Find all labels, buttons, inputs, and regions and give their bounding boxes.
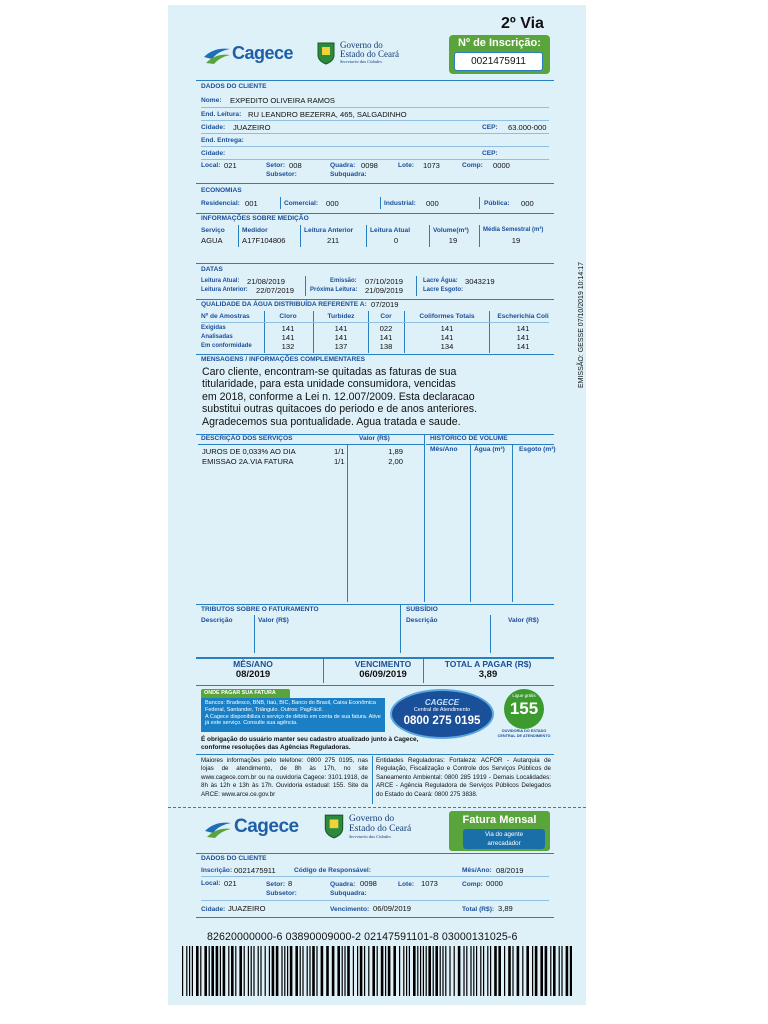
- cep2-label: CEP:: [482, 150, 498, 157]
- leitura-atual-value: 0: [393, 236, 399, 245]
- q-cell: 141: [379, 333, 393, 342]
- ouvidoria-caption: OUVIDORIA DO ESTADO CENTRAL DE ATENDIMENTO: [497, 729, 551, 738]
- media-value: 19: [511, 236, 521, 245]
- fatura-title: Fatura Mensal: [462, 814, 537, 826]
- cidade-value: JUAZEIRO: [233, 123, 271, 132]
- leitura-atual-label: Leitura Atual: [370, 227, 411, 234]
- total-mes-label: MÊS/ANO: [233, 659, 273, 669]
- stub-subquadra-label: Subquadra:: [330, 890, 367, 897]
- servicos-valor-label: Valor (R$): [359, 435, 390, 442]
- q-cell: 141: [440, 333, 454, 342]
- dt-emissao-value: 07/10/2019: [365, 277, 404, 286]
- stub-cidade-label: Cidade:: [201, 906, 226, 913]
- cidade2-label: Cidade:: [201, 150, 226, 157]
- hist-agua-label: Água (m³): [474, 446, 505, 453]
- publica-value: 000: [521, 199, 534, 208]
- emissao-side-text: EMISSÃO: GESSE 07/10/2019 10:14:17: [578, 261, 585, 389]
- service-desc: EMISSAO 2A.VIA FATURA: [202, 457, 294, 466]
- q-col-cor: Cor: [380, 313, 392, 320]
- quadra-label: Quadra:: [330, 162, 356, 169]
- q-cell: 137: [334, 342, 348, 351]
- q-cell: 141: [516, 333, 530, 342]
- government-logo-stub: [323, 813, 433, 841]
- mensagens-text: [202, 366, 477, 428]
- stub-inscricao-label: Inscrição:: [201, 867, 233, 874]
- central-atendimento-badge: [390, 689, 494, 739]
- stub-header: DADOS DO CLIENTE: [201, 855, 267, 862]
- message-line: Caro cliente, encontram-se quitadas as faturas de sua: [202, 366, 457, 378]
- residencial-value: 001: [245, 199, 258, 208]
- service-value: 1,89: [388, 447, 403, 456]
- message-line: titularidade, para esta unidade consumidora, vencidas: [202, 378, 456, 391]
- setor-value: 008: [289, 161, 302, 170]
- q-cell: 022: [379, 324, 393, 333]
- inscricao-label: Nº de Inscrição:: [458, 37, 541, 49]
- hist-mes-label: Mês/Ano: [430, 446, 458, 453]
- industrial-value: 000: [426, 199, 439, 208]
- industrial-label: Industrial:: [384, 200, 416, 207]
- media-label: Média Semestral (m³): [483, 227, 544, 233]
- gov-line3: Secretaria das Cidades: [349, 834, 391, 839]
- dt-proxima-value: 21/09/2019: [365, 286, 404, 295]
- ouvidoria-number: 155: [509, 699, 539, 718]
- stub-venc-label: Vencimento:: [330, 906, 370, 913]
- subsetor-label: Subsetor:: [266, 171, 297, 178]
- message-line: em 2018, conforme a Lei n. 12.007/2009. Esta declaracao: [202, 390, 475, 403]
- stub-codigo-label: Código de Responsável:: [294, 867, 371, 874]
- stub-venc-value: 06/09/2019: [373, 904, 412, 913]
- cagece-wordmark: Cagece: [232, 43, 294, 63]
- fatura-sub: [463, 829, 545, 849]
- government-logo: [316, 41, 426, 67]
- inscricao-box: [449, 35, 550, 74]
- q-row-label: Em conformidade: [201, 343, 252, 349]
- inscricao-value: 0021475911: [454, 52, 543, 71]
- cidade-label: Cidade:: [201, 124, 226, 131]
- qualidade-header: QUALIDADE DA ÁGUA DISTRIBUÍDA REFERENTE A:: [201, 301, 367, 308]
- total-venc-value: 06/09/2019: [359, 669, 407, 680]
- dt-proxima-label: Próxima Leitura:: [310, 287, 358, 293]
- stub-quadra-label: Quadra:: [330, 881, 356, 888]
- cagece-wordmark: Cagece: [234, 816, 299, 837]
- dt-leitura-atual-label: Leitura Atual:: [201, 278, 240, 284]
- medidor-label: Medidor: [242, 227, 268, 234]
- q-cell: 134: [440, 342, 454, 351]
- stub-local-value: 021: [224, 879, 237, 888]
- fatura-mensal-box: [449, 811, 550, 851]
- stub-setor-label: Setor:: [266, 881, 286, 888]
- leitura-anterior-value: 211: [326, 236, 340, 245]
- dt-leitura-atual-value: 21/08/2019: [247, 277, 286, 286]
- stub-mes-label: Mês/Ano:: [462, 867, 492, 874]
- end-leitura-value: RU LEANDRO BEZERRA, 465, SALGADINHO: [248, 110, 407, 119]
- barcode-digits: 82620000000-6 03890009000-2 02147591101-8 03000131025-6: [207, 931, 518, 943]
- stub-setor-value: 8: [288, 879, 293, 888]
- subsidio-valor-label: Valor (R$): [508, 617, 539, 624]
- comp-label: Comp:: [462, 162, 483, 169]
- barcode: [182, 946, 572, 996]
- residencial-label: Residencial:: [201, 200, 240, 207]
- fatura-sub2: arrecadador: [487, 840, 521, 847]
- end-entrega-label: End. Entrega:: [201, 137, 244, 144]
- onde-pagar-text1: Bancos: Bradesco, BNB, Itaú, BIC, Banco do Brasil, Caixa Econômica Federal, Santander, Triângulo. Outros: PagFácil.: [205, 700, 376, 713]
- publica-label: Pública:: [484, 200, 510, 207]
- cagece-logo-stub: [202, 814, 312, 840]
- lacre-agua-value: 3043219: [465, 277, 495, 286]
- info-left-text: Maiores informações pelo telefone: 0800 275 0195, nas lojas de atendimento, de 8h às 17h, no site www.cagece.com.br ou na ouvidoria Cagece: 3101.1918, de 8h às 12h e 13h às 17h. Ouvidoria estadual: 155. Site da ARCE: www.arce.ce.gov.br: [201, 757, 368, 798]
- medicao-header: INFORMAÇÕES SOBRE MEDIÇÃO: [201, 215, 309, 222]
- q-col-cloro: Cloro: [279, 313, 297, 320]
- cep-value: 63.000-000: [508, 123, 547, 132]
- setor-label: Setor:: [266, 162, 286, 169]
- dt-leitura-anterior-value: 22/07/2019: [256, 286, 295, 295]
- datas-header: DATAS: [201, 266, 223, 273]
- cliente-header: DADOS DO CLIENTE: [201, 83, 267, 90]
- qualidade-ref: 07/2019: [371, 300, 399, 309]
- info-right-text: Entidades Reguladoras: Fortaleza: ACFOR - Autarquia de Regulação, Fiscalização e Controle dos Serviços Públicos de Saneamento Ambiental: 0800 285 1919 - Demais Localidades: ARCE - Agência Reguladora de Serviços Públicos Delegados do Estado do Ceará: 0800 275 3838.: [376, 757, 551, 798]
- stub-quadra-value: 0098: [360, 879, 377, 888]
- q-row-label: Analisadas: [201, 334, 233, 340]
- cagece-swoosh-icon: [202, 817, 234, 839]
- copy-label: 2º Via: [501, 15, 544, 32]
- comercial-label: Comercial:: [284, 200, 319, 207]
- q-cell: 141: [281, 324, 295, 333]
- local-value: 021: [224, 161, 237, 170]
- gov-line3: Secretaria das Cidades: [340, 59, 382, 64]
- mensagens-header: MENSAGENS / INFORMAÇÕES COMPLEMENTARES: [201, 356, 365, 363]
- service-parcel: 1/1: [334, 447, 345, 456]
- obrigacao-text: É obrigação do usuário manter seu cadastro atualizado junto à Cagece, conforme resoluções das Agências Reguladoras.: [201, 736, 419, 751]
- subquadra-label: Subquadra:: [330, 171, 367, 178]
- end-leitura-label: End. Leitura:: [201, 111, 242, 118]
- q-row-label: Exigidas: [201, 325, 226, 331]
- tributos-valor-label: Valor (R$): [258, 617, 289, 624]
- stub-comp-label: Comp:: [462, 881, 483, 888]
- gov-line2: Estado do Ceará: [349, 824, 412, 834]
- gov-line1: Governo do: [349, 814, 395, 824]
- stub-cidade-value: JUAZEIRO: [228, 904, 266, 913]
- servico-value: AGUA: [201, 236, 223, 245]
- q-cell: 141: [516, 342, 530, 351]
- volume-value: 19: [448, 236, 458, 245]
- stub-mes-value: 08/2019: [496, 866, 524, 875]
- divider: [196, 80, 554, 81]
- medidor-value: A17F104806: [242, 236, 286, 245]
- q-cell: 132: [281, 342, 295, 351]
- q-cell: 138: [379, 342, 393, 351]
- subsidio-desc-label: Descrição: [406, 617, 438, 624]
- lacre-esgoto-label: Lacre Esgoto:: [423, 287, 464, 293]
- tributos-desc-label: Descrição: [201, 617, 233, 624]
- onde-pagar-panel: [201, 698, 385, 732]
- q-cell: 141: [281, 333, 295, 342]
- stub-total-label: Total (R$):: [462, 906, 495, 913]
- stub-local-label: Local:: [201, 880, 221, 887]
- total-pagar-value: 3,89: [478, 669, 498, 680]
- stub-total-value: 3,89: [498, 904, 513, 913]
- historico-header: HISTÓRICO DE VOLUME: [430, 435, 508, 442]
- message-line: substitui outras quitacoes do periodo e de anos anteriores.: [202, 403, 478, 416]
- lote-label: Lote:: [398, 162, 415, 169]
- nome-label: Nome:: [201, 97, 222, 104]
- lote-value: 1073: [423, 161, 440, 170]
- q-col-coliformes: Coliformes Totais: [419, 313, 475, 320]
- comp-value: 0000: [493, 161, 510, 170]
- ouvidoria-logo: [502, 689, 548, 729]
- total-mes-value: 08/2019: [235, 669, 271, 680]
- fatura-sub1: Via do agente: [484, 831, 524, 838]
- onde-pagar-text2: A Cagece disponibiliza o serviço de débito em conta de sua fatura. Ative já este serviço. Consulte sua agência.: [205, 713, 381, 727]
- q-cell: 141: [334, 333, 348, 342]
- dt-emissao-label: Emissão:: [330, 278, 357, 284]
- q-col-ecoli: Escherichia Coli: [497, 313, 549, 320]
- central-line1: CAGECE: [424, 698, 460, 707]
- ouvidoria-top: Ligue grátis: [512, 693, 536, 698]
- q-cell: 141: [440, 324, 454, 333]
- subsidio-header: SUBSÍDIO: [406, 606, 438, 613]
- central-line2: Central de Atendimento: [413, 707, 471, 713]
- tributos-header: TRIBUTOS SOBRE O FATURAMENTO: [201, 606, 319, 613]
- leitura-anterior-label: Leitura Anterior: [304, 227, 354, 234]
- q-col-turbidez: Turbidez: [327, 313, 355, 320]
- service-parcel: 1/1: [334, 457, 345, 466]
- quadra-value: 0098: [361, 161, 378, 170]
- cagece-swoosh-icon: [202, 43, 232, 65]
- hist-esgoto-label: Esgoto (m³): [519, 446, 556, 453]
- total-pagar-label: TOTAL A PAGAR (R$): [444, 659, 532, 669]
- nome-value: EXPEDITO OLIVEIRA RAMOS: [230, 96, 335, 105]
- q-cell: 141: [334, 324, 348, 333]
- servicos-header: DESCRIÇÃO DOS SERVIÇOS: [201, 435, 293, 442]
- stub-inscricao-value: 0021475911: [234, 866, 276, 875]
- stub-lote-label: Lote:: [398, 881, 415, 888]
- gov-line1: Governo do: [340, 40, 383, 50]
- q-col-amostras: Nº de Amostras: [201, 313, 250, 320]
- stub-subsetor-label: Subsetor:: [266, 890, 297, 897]
- service-desc: JUROS DE 0,033% AO DIA: [202, 447, 296, 456]
- lacre-agua-label: Lacre Água:: [423, 278, 458, 284]
- water-bill: [168, 5, 586, 1005]
- local-label: Local:: [201, 162, 221, 169]
- total-venc-label: VENCIMENTO: [354, 659, 412, 669]
- volume-label: Volume(m³): [433, 227, 469, 234]
- stub-comp-value: 0000: [486, 879, 503, 888]
- onde-pagar-badge: ONDE PAGAR SUA FATURA: [201, 689, 290, 698]
- message-line: Agradecemos sua pontualidade. Agua tratada e saude.: [202, 415, 461, 428]
- service-value: 2,00: [388, 457, 403, 466]
- cep-label: CEP:: [482, 124, 498, 131]
- servico-label: Serviço: [201, 227, 225, 234]
- state-crest-icon: [323, 813, 345, 839]
- q-cell: 141: [516, 324, 530, 333]
- dt-leitura-anterior-label: Leitura Anterior:: [201, 287, 248, 293]
- comercial-value: 000: [326, 199, 339, 208]
- cagece-logo: [202, 41, 302, 67]
- economias-header: ECONOMIAS: [201, 187, 242, 194]
- stub-lote-value: 1073: [421, 879, 438, 888]
- state-crest-icon: [316, 41, 336, 65]
- gov-line2: Estado do Ceará: [340, 49, 399, 59]
- central-phone: 0800 275 0195: [403, 715, 481, 727]
